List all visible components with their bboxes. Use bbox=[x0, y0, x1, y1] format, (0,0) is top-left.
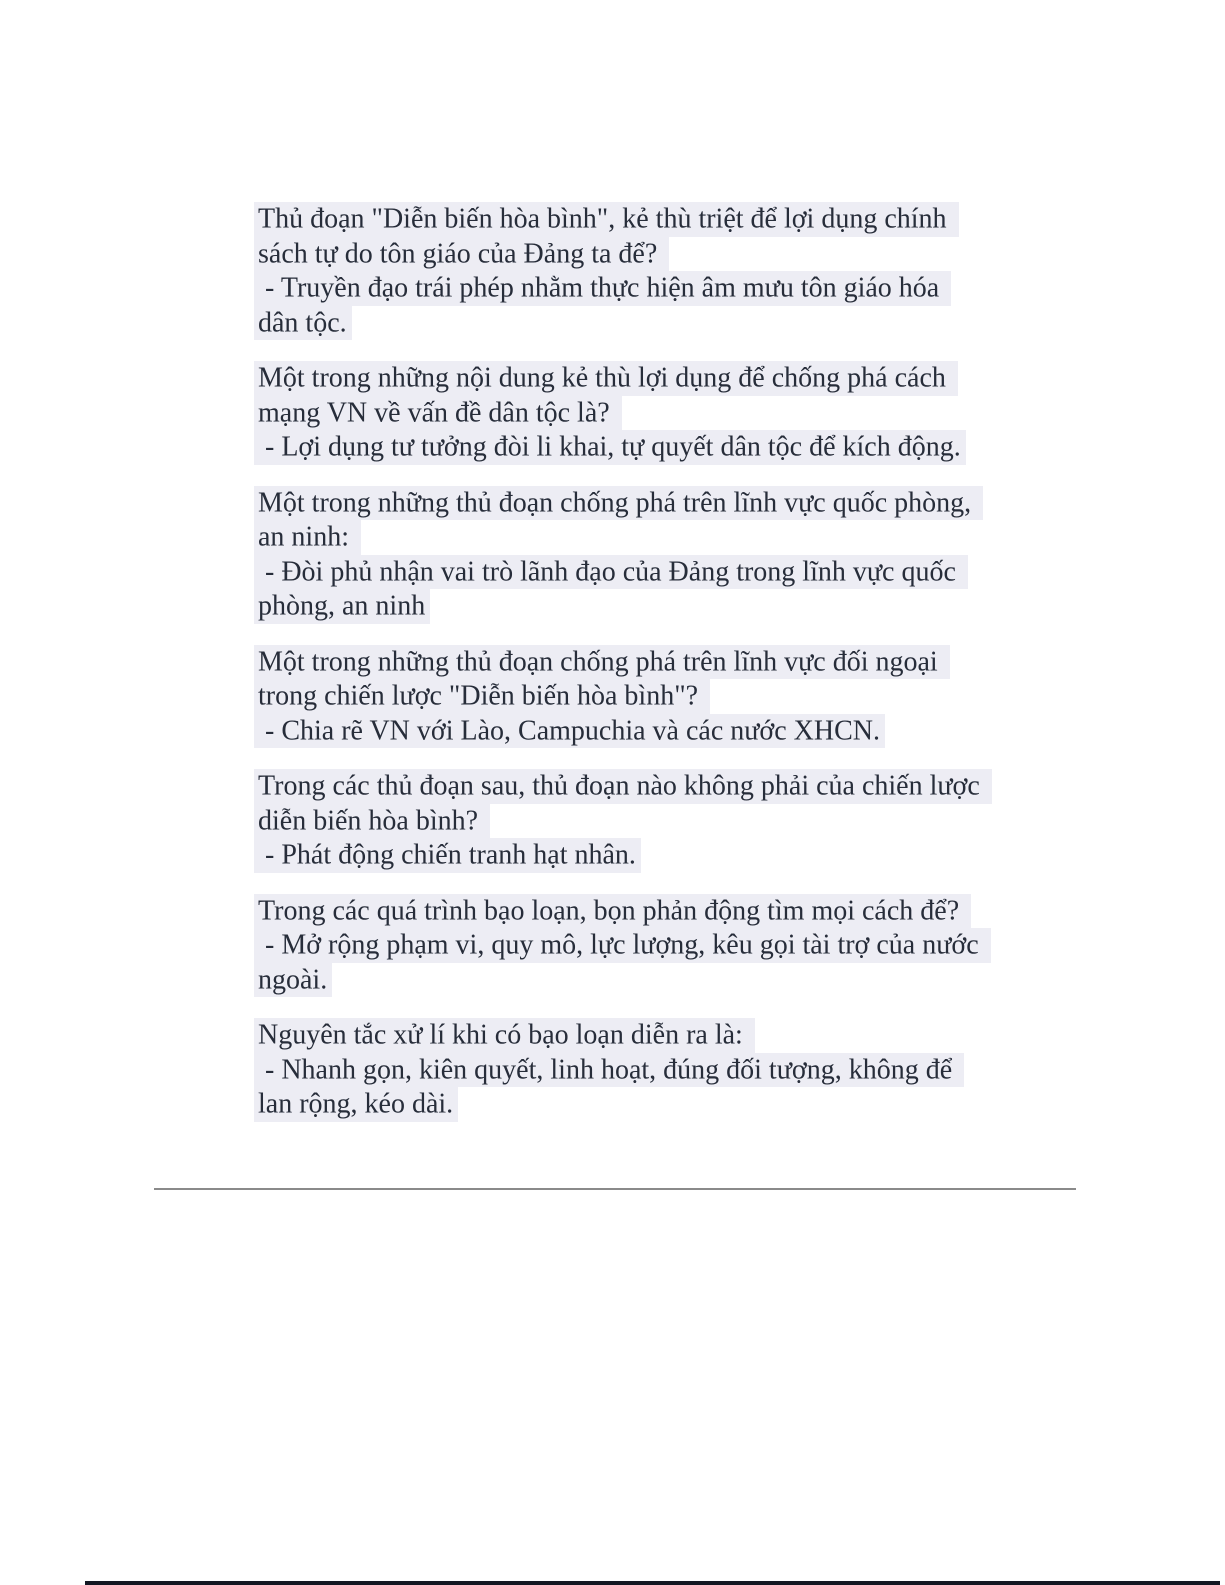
question-line bbox=[254, 396, 992, 431]
highlighted-text: ngoài. bbox=[254, 963, 332, 998]
highlighted-text: Một trong những thủ đoạn chống phá trên lĩnh vực quốc phòng, bbox=[254, 486, 983, 521]
qa-block bbox=[254, 770, 992, 874]
highlighted-text: - Lợi dụng tư tưởng đòi li khai, tự quyết dân tộc để kích động. bbox=[254, 430, 966, 465]
question-line bbox=[254, 645, 992, 680]
question-line bbox=[254, 1019, 992, 1054]
question-line bbox=[254, 770, 992, 805]
answer-line bbox=[254, 1088, 992, 1123]
question-line bbox=[254, 680, 992, 715]
qa-block bbox=[254, 645, 992, 749]
highlighted-text: - Mở rộng phạm vi, quy mô, lực lượng, kêu gọi tài trợ của nước bbox=[254, 928, 991, 963]
answer-line bbox=[254, 590, 992, 625]
qa-block bbox=[254, 486, 992, 624]
highlighted-text: Trong các quá trình bạo loạn, bọn phản động tìm mọi cách để? bbox=[254, 894, 971, 929]
highlighted-text: phòng, an ninh bbox=[254, 589, 430, 624]
qa-block bbox=[254, 203, 992, 341]
highlighted-text: - Đòi phủ nhận vai trò lãnh đạo của Đảng trong lĩnh vực quốc bbox=[254, 555, 968, 590]
qa-block bbox=[254, 1019, 992, 1123]
highlighted-text: Một trong những thủ đoạn chống phá trên lĩnh vực đối ngoại bbox=[254, 645, 950, 680]
question-line bbox=[254, 237, 992, 272]
highlighted-text: - Nhanh gọn, kiên quyết, linh hoạt, đúng đối tượng, không để bbox=[254, 1053, 964, 1088]
answer-line bbox=[254, 555, 992, 590]
question-line bbox=[254, 362, 992, 397]
qa-content bbox=[254, 99, 992, 1143]
highlighted-text: Thủ đoạn "Diễn biến hòa bình", kẻ thù triệt để lợi dụng chính bbox=[254, 202, 959, 237]
highlighted-text: an ninh: bbox=[254, 520, 361, 555]
question-line bbox=[254, 486, 992, 521]
highlighted-text: - Chia rẽ VN với Lào, Campuchia và các nước XHCN. bbox=[254, 714, 885, 749]
answer-line bbox=[254, 963, 992, 998]
highlighted-text: mạng VN về vấn đề dân tộc là? bbox=[254, 396, 622, 431]
highlighted-text: lan rộng, kéo dài. bbox=[254, 1087, 458, 1122]
highlighted-text: dân tộc. bbox=[254, 306, 352, 341]
highlighted-text: - Truyền đạo trái phép nhằm thực hiện âm mưu tôn giáo hóa bbox=[254, 271, 951, 306]
question-line bbox=[254, 894, 992, 929]
next-page-edge-bar bbox=[85, 1581, 1220, 1585]
answer-line bbox=[254, 714, 992, 749]
highlighted-text: sách tự do tôn giáo của Đảng ta để? bbox=[254, 237, 669, 272]
qa-block bbox=[254, 894, 992, 998]
answer-line bbox=[254, 1053, 992, 1088]
highlighted-text: Một trong những nội dung kẻ thù lợi dụng để chống phá cách bbox=[254, 361, 958, 396]
qa-block bbox=[254, 362, 992, 466]
answer-line bbox=[254, 431, 992, 466]
answer-line bbox=[254, 839, 992, 874]
highlighted-text: diễn biến hòa bình? bbox=[254, 804, 490, 839]
answer-line bbox=[254, 929, 992, 964]
question-line bbox=[254, 521, 992, 556]
highlighted-text: Trong các thủ đoạn sau, thủ đoạn nào không phải của chiến lược bbox=[254, 769, 992, 804]
highlighted-text: Nguyên tắc xử lí khi có bạo loạn diễn ra là: bbox=[254, 1018, 755, 1053]
highlighted-text: - Phát động chiến tranh hạt nhân. bbox=[254, 838, 641, 873]
question-line bbox=[254, 804, 992, 839]
question-line bbox=[254, 203, 992, 238]
answer-line bbox=[254, 306, 992, 341]
highlighted-text: trong chiến lược "Diễn biến hòa bình"? bbox=[254, 679, 710, 714]
horizontal-divider bbox=[154, 1188, 1076, 1190]
answer-line bbox=[254, 272, 992, 307]
